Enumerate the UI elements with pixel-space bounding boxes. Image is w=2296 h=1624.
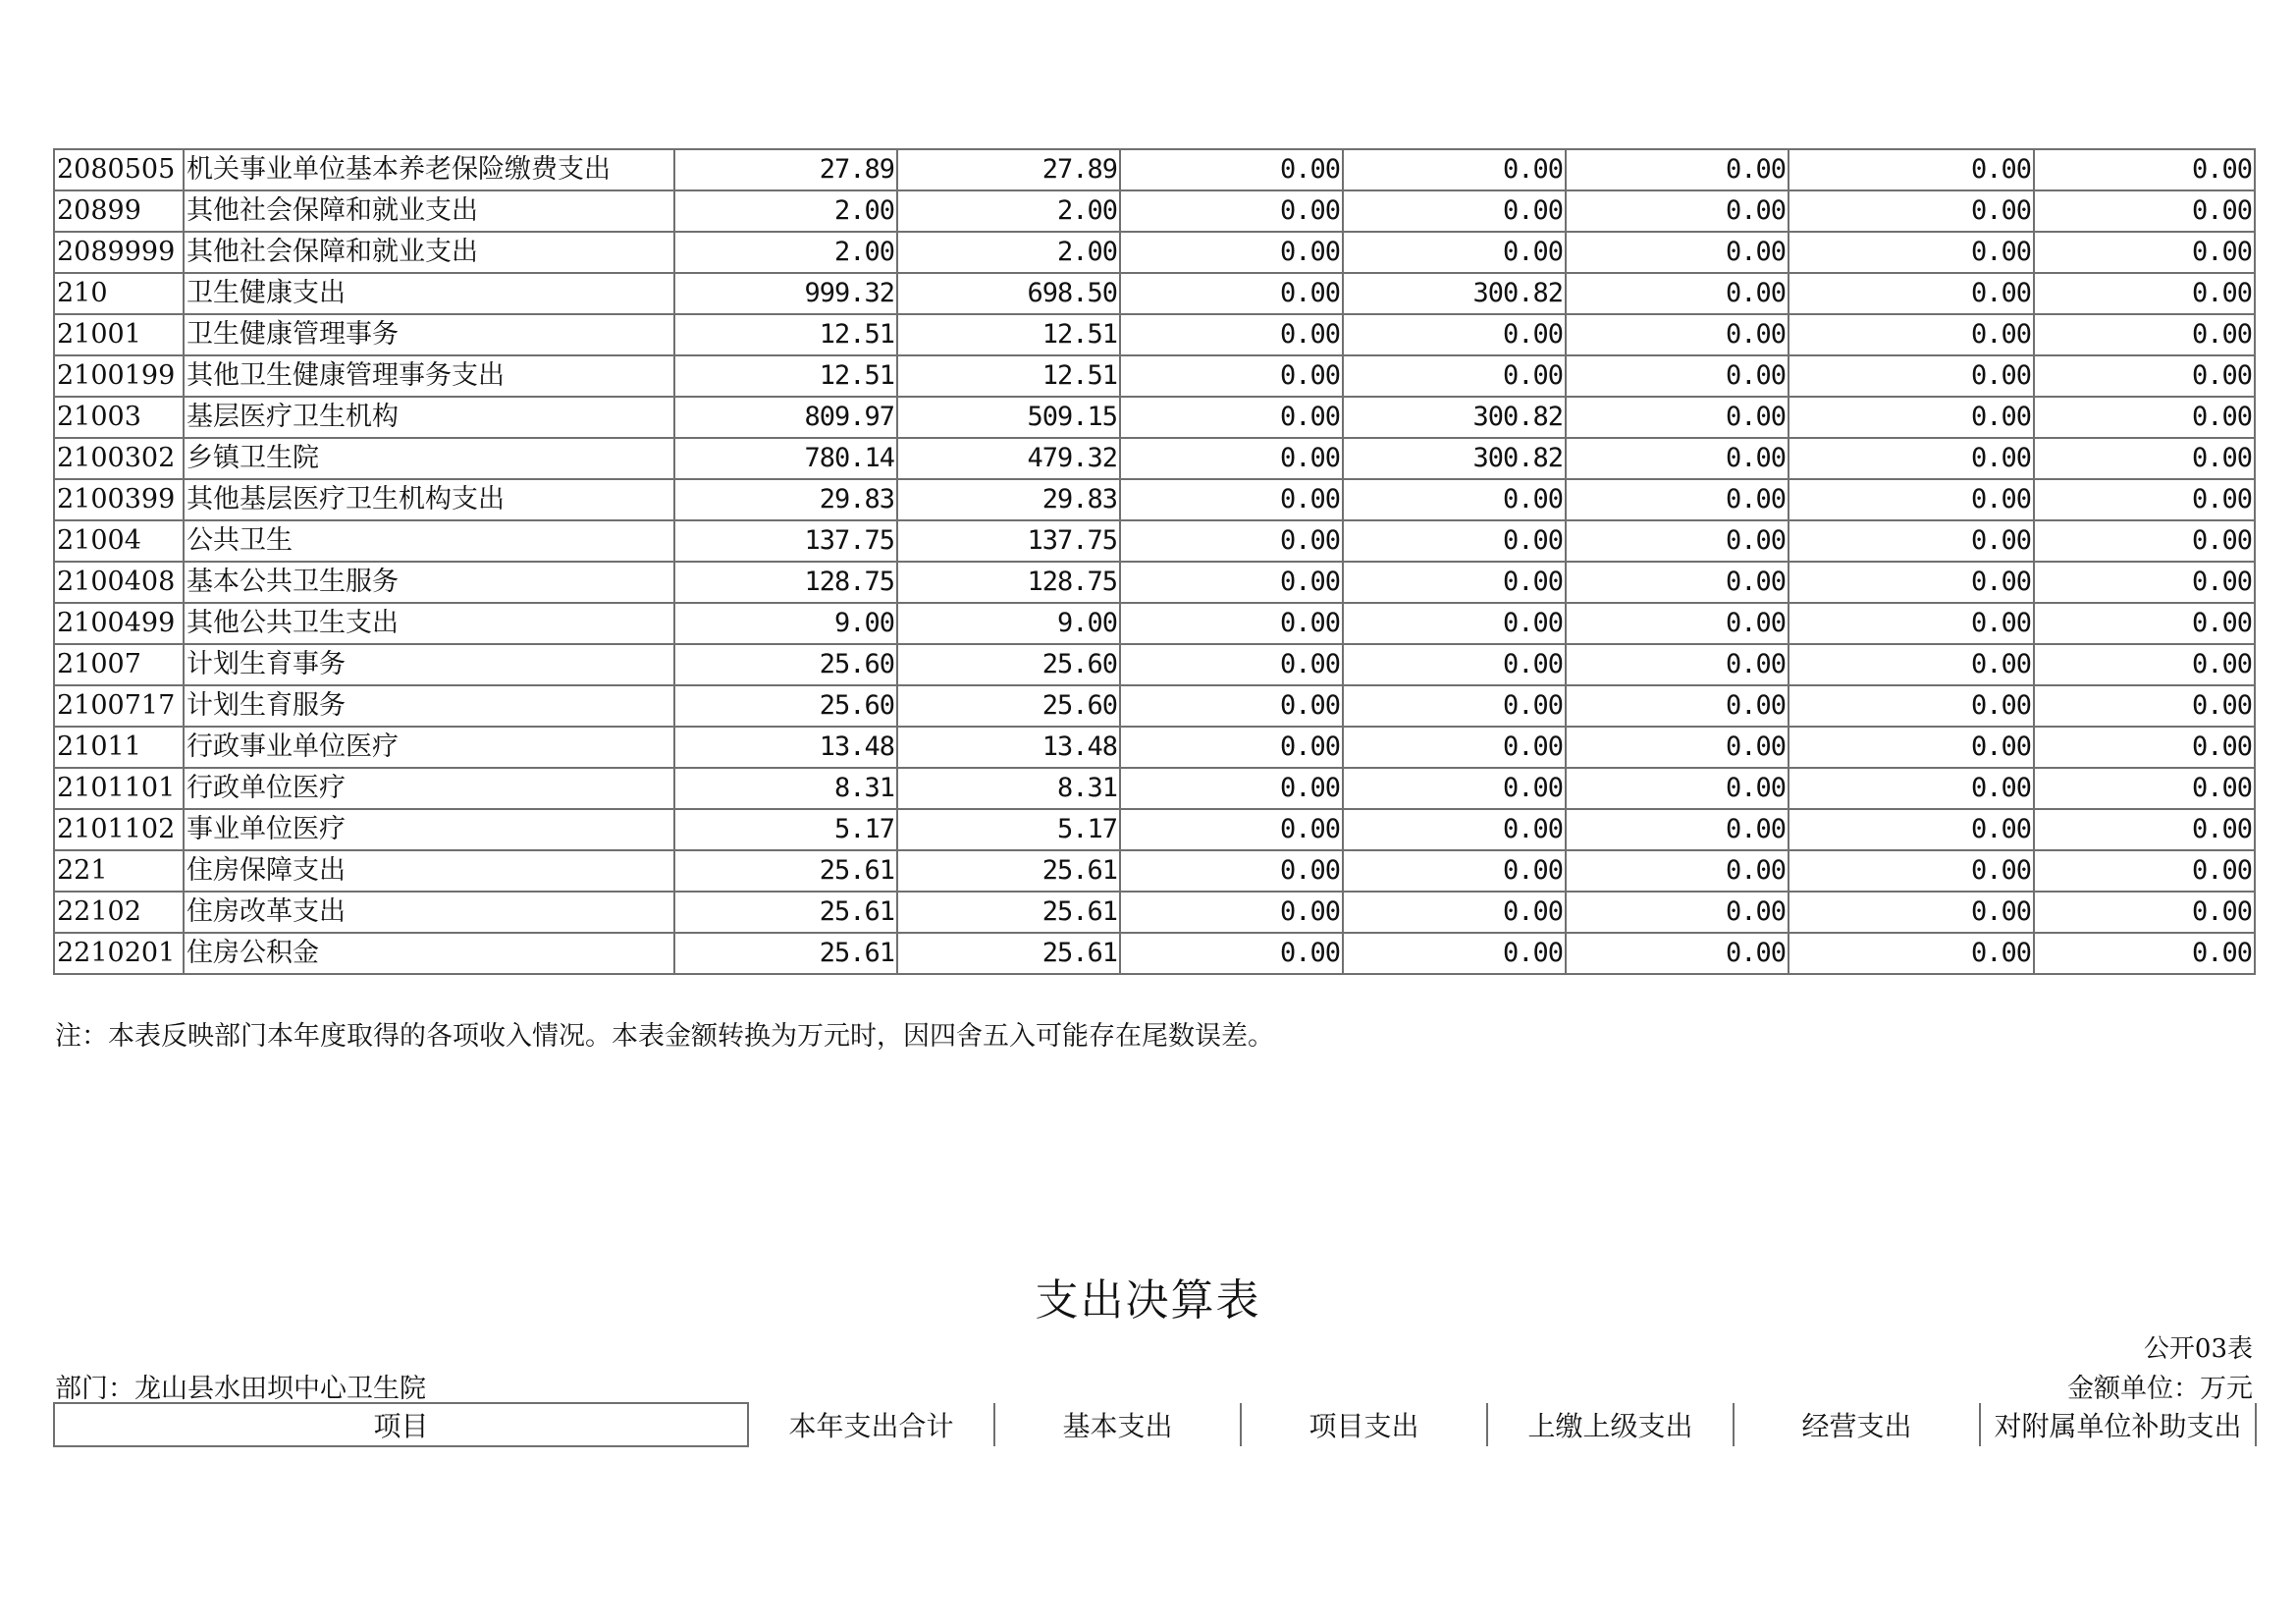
row-value: 29.83 [674, 479, 897, 520]
row-value: 25.60 [897, 685, 1120, 727]
row-value: 128.75 [897, 562, 1120, 603]
income-table [53, 148, 2256, 975]
row-name: 基层医疗卫生机构 [184, 397, 674, 438]
row-value: 0.00 [1789, 850, 2034, 892]
table-row [54, 355, 2255, 397]
row-value: 0.00 [2034, 520, 2255, 562]
row-code: 2100399 [54, 479, 184, 520]
row-code: 2089999 [54, 232, 184, 273]
row-value: 2.00 [897, 232, 1120, 273]
row-value: 0.00 [1120, 768, 1343, 809]
row-code: 2100499 [54, 603, 184, 644]
row-name: 行政单位医疗 [184, 768, 674, 809]
row-value: 0.00 [1120, 727, 1343, 768]
row-value: 0.00 [1566, 438, 1789, 479]
row-value: 0.00 [1789, 397, 2034, 438]
row-value: 29.83 [897, 479, 1120, 520]
table-row [54, 438, 2255, 479]
row-value: 0.00 [1120, 850, 1343, 892]
row-value: 5.17 [674, 809, 897, 850]
row-value: 509.15 [897, 397, 1120, 438]
row-name: 计划生育服务 [184, 685, 674, 727]
row-value: 25.61 [674, 933, 897, 974]
row-value: 2.00 [674, 232, 897, 273]
table-row [54, 644, 2255, 685]
row-value: 0.00 [1789, 355, 2034, 397]
row-value: 0.00 [1566, 355, 1789, 397]
row-value: 25.61 [897, 892, 1120, 933]
table-row [54, 520, 2255, 562]
row-value: 0.00 [1566, 603, 1789, 644]
row-value: 0.00 [1343, 562, 1566, 603]
row-value: 0.00 [2034, 149, 2255, 190]
row-value: 0.00 [1120, 562, 1343, 603]
row-value: 0.00 [1343, 768, 1566, 809]
row-value: 300.82 [1343, 273, 1566, 314]
row-value: 300.82 [1343, 438, 1566, 479]
row-value: 0.00 [1343, 520, 1566, 562]
row-value: 780.14 [674, 438, 897, 479]
row-value: 0.00 [1789, 603, 2034, 644]
table-row [54, 850, 2255, 892]
row-value: 0.00 [1566, 685, 1789, 727]
row-value: 0.00 [1566, 727, 1789, 768]
row-code: 2210201 [54, 933, 184, 974]
row-value: 0.00 [1789, 933, 2034, 974]
income-table-body [54, 149, 2255, 974]
row-code: 21003 [54, 397, 184, 438]
row-value: 0.00 [1789, 768, 2034, 809]
row-code: 2101101 [54, 768, 184, 809]
table-row [54, 562, 2255, 603]
row-name: 乡镇卫生院 [184, 438, 674, 479]
row-code: 22102 [54, 892, 184, 933]
row-value: 0.00 [1566, 314, 1789, 355]
row-value: 2.00 [897, 190, 1120, 232]
row-value: 0.00 [1120, 479, 1343, 520]
row-name: 其他基层医疗卫生机构支出 [184, 479, 674, 520]
row-value: 0.00 [1120, 809, 1343, 850]
row-value: 25.61 [897, 850, 1120, 892]
header-upper: 上缴上级支出 [1487, 1403, 1734, 1446]
row-name: 卫生健康管理事务 [184, 314, 674, 355]
row-value: 0.00 [1120, 685, 1343, 727]
row-value: 12.51 [897, 314, 1120, 355]
row-value: 0.00 [2034, 809, 2255, 850]
unit-label: 金额单位：万元 [2067, 1374, 2253, 1404]
row-value: 0.00 [1120, 149, 1343, 190]
row-name: 住房公积金 [184, 933, 674, 974]
row-value: 0.00 [1120, 892, 1343, 933]
expense-header-table [53, 1402, 2257, 1447]
row-value: 0.00 [1343, 933, 1566, 974]
row-name: 其他卫生健康管理事务支出 [184, 355, 674, 397]
row-value: 0.00 [2034, 768, 2255, 809]
row-value: 12.51 [674, 314, 897, 355]
row-value: 0.00 [1566, 644, 1789, 685]
table-row [54, 397, 2255, 438]
table-note: 注：本表反映部门本年度取得的各项收入情况。本表金额转换为万元时，因四舍五入可能存在尾数误差。 [55, 1021, 1274, 1052]
row-value: 9.00 [897, 603, 1120, 644]
row-code: 20899 [54, 190, 184, 232]
row-value: 0.00 [2034, 892, 2255, 933]
header-item: 项目 [54, 1403, 748, 1446]
row-code: 21004 [54, 520, 184, 562]
row-value: 0.00 [2034, 850, 2255, 892]
department-label: 部门：龙山县水田坝中心卫生院 [55, 1374, 426, 1404]
row-value: 0.00 [1343, 355, 1566, 397]
row-value: 0.00 [1566, 479, 1789, 520]
table-row [54, 232, 2255, 273]
row-name: 卫生健康支出 [184, 273, 674, 314]
table-row [54, 190, 2255, 232]
row-value: 0.00 [1789, 314, 2034, 355]
row-value: 0.00 [2034, 355, 2255, 397]
row-value: 0.00 [1120, 314, 1343, 355]
row-value: 0.00 [1566, 520, 1789, 562]
row-value: 0.00 [1120, 190, 1343, 232]
header-project: 项目支出 [1241, 1403, 1487, 1446]
row-value: 0.00 [1566, 768, 1789, 809]
row-code: 21007 [54, 644, 184, 685]
row-value: 0.00 [1120, 644, 1343, 685]
row-code: 2100408 [54, 562, 184, 603]
row-name: 计划生育事务 [184, 644, 674, 685]
row-value: 0.00 [1566, 232, 1789, 273]
row-value: 0.00 [2034, 438, 2255, 479]
row-value: 137.75 [674, 520, 897, 562]
row-value: 8.31 [897, 768, 1120, 809]
row-value: 0.00 [1343, 685, 1566, 727]
row-name: 机关事业单位基本养老保险缴费支出 [184, 149, 674, 190]
row-value: 13.48 [897, 727, 1120, 768]
table-row [54, 603, 2255, 644]
table-row [54, 479, 2255, 520]
table-row [54, 314, 2255, 355]
row-value: 0.00 [2034, 232, 2255, 273]
row-value: 25.61 [674, 850, 897, 892]
row-code: 21001 [54, 314, 184, 355]
row-value: 0.00 [1120, 438, 1343, 479]
row-value: 0.00 [1789, 520, 2034, 562]
row-value: 0.00 [1789, 562, 2034, 603]
row-value: 0.00 [1566, 190, 1789, 232]
row-value: 137.75 [897, 520, 1120, 562]
row-value: 5.17 [897, 809, 1120, 850]
row-value: 0.00 [1789, 232, 2034, 273]
expense-header-row [54, 1403, 2256, 1446]
row-value: 0.00 [1566, 809, 1789, 850]
row-value: 479.32 [897, 438, 1120, 479]
row-value: 809.97 [674, 397, 897, 438]
row-value: 0.00 [1566, 892, 1789, 933]
row-value: 12.51 [897, 355, 1120, 397]
row-code: 2101102 [54, 809, 184, 850]
table-row [54, 685, 2255, 727]
header-business: 经营支出 [1734, 1403, 1980, 1446]
table-row [54, 933, 2255, 974]
row-value: 9.00 [674, 603, 897, 644]
row-value: 25.61 [897, 933, 1120, 974]
row-code: 21011 [54, 727, 184, 768]
row-value: 0.00 [2034, 190, 2255, 232]
table-row [54, 273, 2255, 314]
table-row [54, 727, 2255, 768]
row-value: 0.00 [1343, 190, 1566, 232]
row-code: 210 [54, 273, 184, 314]
table-row [54, 149, 2255, 190]
table-row [54, 892, 2255, 933]
row-name: 基本公共卫生服务 [184, 562, 674, 603]
row-value: 999.32 [674, 273, 897, 314]
row-value: 0.00 [1789, 438, 2034, 479]
row-value: 0.00 [1343, 479, 1566, 520]
row-value: 0.00 [1343, 314, 1566, 355]
row-value: 0.00 [1343, 809, 1566, 850]
row-value: 27.89 [897, 149, 1120, 190]
row-value: 0.00 [2034, 397, 2255, 438]
header-subsidy: 对附属单位补助支出 [1980, 1403, 2256, 1446]
row-value: 0.00 [1789, 727, 2034, 768]
row-value: 12.51 [674, 355, 897, 397]
row-name: 事业单位医疗 [184, 809, 674, 850]
row-value: 0.00 [1120, 933, 1343, 974]
row-value: 27.89 [674, 149, 897, 190]
row-value: 0.00 [1566, 273, 1789, 314]
row-name: 其他社会保障和就业支出 [184, 232, 674, 273]
row-value: 25.61 [674, 892, 897, 933]
row-value: 0.00 [1789, 892, 2034, 933]
row-value: 0.00 [1343, 850, 1566, 892]
row-value: 0.00 [1120, 273, 1343, 314]
row-value: 0.00 [1343, 727, 1566, 768]
row-value: 698.50 [897, 273, 1120, 314]
row-value: 0.00 [1566, 850, 1789, 892]
row-name: 其他社会保障和就业支出 [184, 190, 674, 232]
row-value: 8.31 [674, 768, 897, 809]
row-value: 0.00 [1343, 644, 1566, 685]
row-name: 行政事业单位医疗 [184, 727, 674, 768]
row-value: 0.00 [1789, 273, 2034, 314]
row-value: 2.00 [674, 190, 897, 232]
row-value: 0.00 [1120, 397, 1343, 438]
row-value: 0.00 [1120, 603, 1343, 644]
row-value: 0.00 [1789, 479, 2034, 520]
row-value: 0.00 [1566, 397, 1789, 438]
row-value: 0.00 [2034, 562, 2255, 603]
row-value: 128.75 [674, 562, 897, 603]
row-code: 2100199 [54, 355, 184, 397]
row-value: 0.00 [1120, 355, 1343, 397]
row-value: 0.00 [1789, 149, 2034, 190]
row-value: 0.00 [1343, 149, 1566, 190]
row-value: 13.48 [674, 727, 897, 768]
header-basic: 基本支出 [994, 1403, 1241, 1446]
row-value: 0.00 [2034, 933, 2255, 974]
row-value: 0.00 [2034, 644, 2255, 685]
row-value: 0.00 [1789, 644, 2034, 685]
row-name: 其他公共卫生支出 [184, 603, 674, 644]
row-code: 2100302 [54, 438, 184, 479]
row-value: 0.00 [2034, 603, 2255, 644]
table-tag: 公开03表 [2143, 1334, 2253, 1364]
row-value: 0.00 [1566, 933, 1789, 974]
row-value: 0.00 [1789, 809, 2034, 850]
table-row [54, 768, 2255, 809]
row-value: 0.00 [1566, 149, 1789, 190]
page-title: 支出决算表 [1035, 1275, 1261, 1326]
row-code: 2100717 [54, 685, 184, 727]
row-value: 0.00 [2034, 273, 2255, 314]
row-value: 25.60 [897, 644, 1120, 685]
row-name: 住房保障支出 [184, 850, 674, 892]
row-value: 0.00 [1343, 892, 1566, 933]
header-total: 本年支出合计 [748, 1403, 994, 1446]
row-value: 0.00 [1789, 190, 2034, 232]
row-value: 300.82 [1343, 397, 1566, 438]
row-value: 0.00 [2034, 727, 2255, 768]
row-value: 0.00 [2034, 685, 2255, 727]
table-row [54, 809, 2255, 850]
row-value: 0.00 [1566, 562, 1789, 603]
row-value: 0.00 [2034, 479, 2255, 520]
row-value: 0.00 [1120, 520, 1343, 562]
row-value: 25.60 [674, 644, 897, 685]
row-name: 公共卫生 [184, 520, 674, 562]
row-code: 2080505 [54, 149, 184, 190]
row-value: 0.00 [1789, 685, 2034, 727]
row-value: 25.60 [674, 685, 897, 727]
row-name: 住房改革支出 [184, 892, 674, 933]
row-value: 0.00 [1343, 232, 1566, 273]
row-value: 0.00 [1343, 603, 1566, 644]
row-value: 0.00 [2034, 314, 2255, 355]
row-value: 0.00 [1120, 232, 1343, 273]
row-code: 221 [54, 850, 184, 892]
